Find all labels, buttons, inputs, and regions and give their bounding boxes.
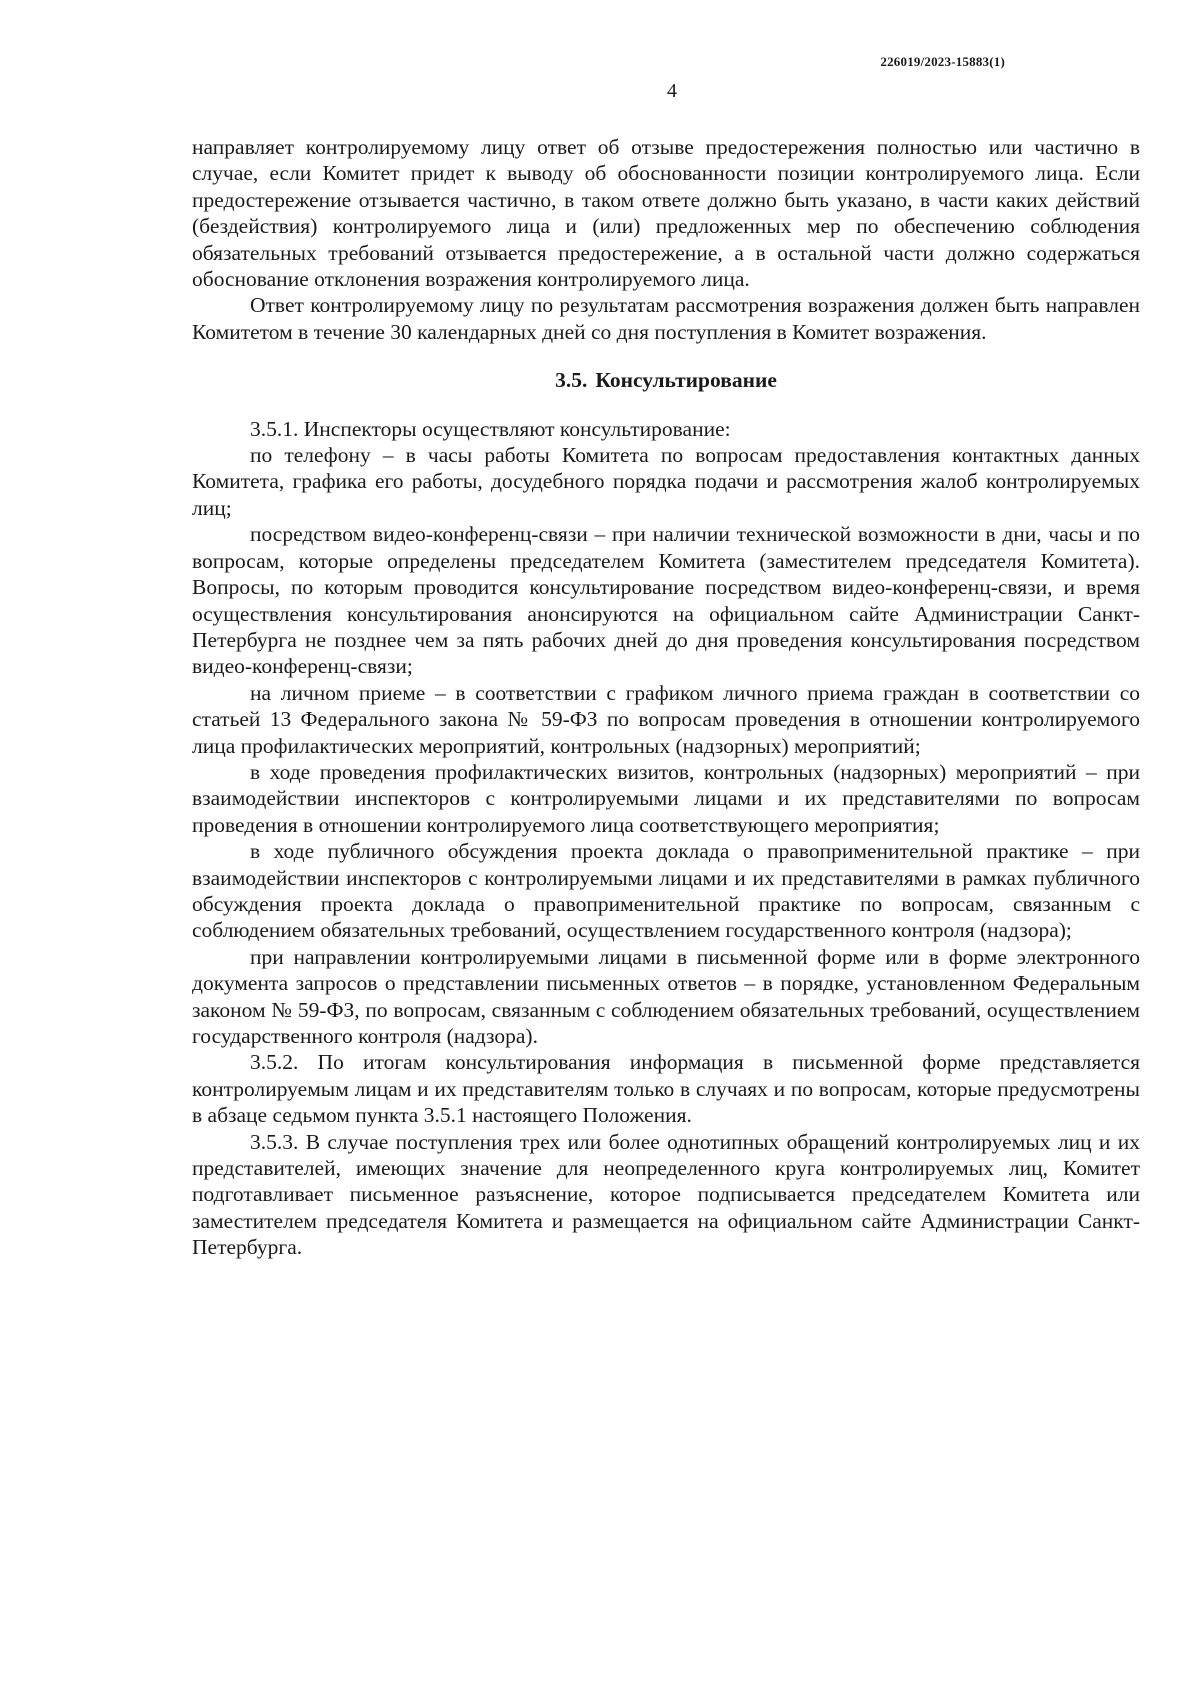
page-number: 4 <box>667 80 677 102</box>
paragraph-phone: по телефону – в часы работы Комитета по вопросам предоставления контактных данных Комитета, графика его работы, досудебного порядка подачи и рассмотрения жалоб контролируемых лиц; <box>192 443 1140 520</box>
paragraph-top-2: Ответ контролируемому лицу по результатам рассмотрения возражения должен быть направлен Комитетом в течение 30 календарных дней со дня поступления в Комитет возражения. <box>192 293 1140 344</box>
section-number: 3.5. <box>555 368 588 393</box>
paragraph-written-requests: при направлении контролируемыми лицами в письменной форме или в форме электронного документа запросов о представлении письменных ответов – в порядке, установленном Федеральным законом № 59-ФЗ, по вопросам, связанным с соблюдением обязательных требований, осуществлением государственного контроля (надзора). <box>192 944 1140 1048</box>
paragraph-public-discussion: в ходе публичного обсуждения проекта доклада о правоприменительной практике – при взаимодействии инспекторов с контролируемыми лицами и их представителями в рамках публичного обсуждения проекта доклада о правоприменительной практике по вопросам, связанным с соблюдением обязательных требований, осуществлением государственного контроля (надзора); <box>192 839 1140 943</box>
paragraph-visits: в ходе проведения профилактических визитов, контрольных (надзорных) мероприятий – при взаимодействии инспекторов с контролируемыми лицами и их представителями по вопросам проведения в отношении контролируемого лица соответствующего мероприятия; <box>192 759 1140 837</box>
document-id: 226019/2023-15883(1) <box>880 54 1005 69</box>
paragraph-3-5-2: 3.5.2. По итогам консультирования информация в письменной форме представляется контролируемым лицам и их представителям только в случаях и по вопросам, которые предусмотрены в абзаце седьмом пункта 3.5.1 настоящего Положения. <box>192 1050 1140 1128</box>
paragraph-video-conference: посредством видео-конференц-связи – при наличии технической возможности в дни, часы и по вопросам, которые определены председателем Комитета (заместителем председателя Комитета). Вопросы, по которым проводится консультирование посредством видео-конференц-связи, и время осуществления консультирования анонсируются на официальном сайте Администрации Санкт-Петербурга не позднее чем за пять рабочих дней до дня проведения консультирования посредством видео-конференц-связи; <box>192 522 1140 679</box>
paragraph-personal-reception: на личном приеме – в соответствии с графиком личного приема граждан в соответствии со статьей 13 Федерального закона № 59-ФЗ по вопросам проведения в отношении контролируемого лица профилактических мероприятий, контрольных (надзорных) мероприятий; <box>192 680 1140 758</box>
paragraph-3-5-3: 3.5.3. В случае поступления трех или более однотипных обращений контролируемых лиц и их представителей, имеющих значение для неопределенного круга контролируемых лиц, Комитет подготавливает письменное разъяснение, которое подписывается председателем Комитета или заместителем председателя Комитета и размещается на официальном сайте Администрации Санкт-Петербурга. <box>192 1129 1140 1260</box>
paragraph-top-1: направляет контролируемому лицу ответ об отзыве предостережения полностью или частично в случае, если Комитет придет к выводу об обоснованности позиции контролируемого лица. Если предостережение отзывается частично, в таком ответе должно быть указано, в части каких действий (бездействия) контролируемого лица и (или) предложенных мер по обеспечению соблюдения обязательных требований отзывается предостережение, а в остальной части должно содержаться обоснование отклонения возражения контролируемого лица. <box>192 135 1140 292</box>
document-body <box>192 134 1140 1261</box>
section-title: Консультирование <box>595 368 777 393</box>
paragraph-3-5-1: 3.5.1. Инспекторы осуществляют консультирование: <box>250 416 731 441</box>
section-heading <box>192 367 1140 393</box>
